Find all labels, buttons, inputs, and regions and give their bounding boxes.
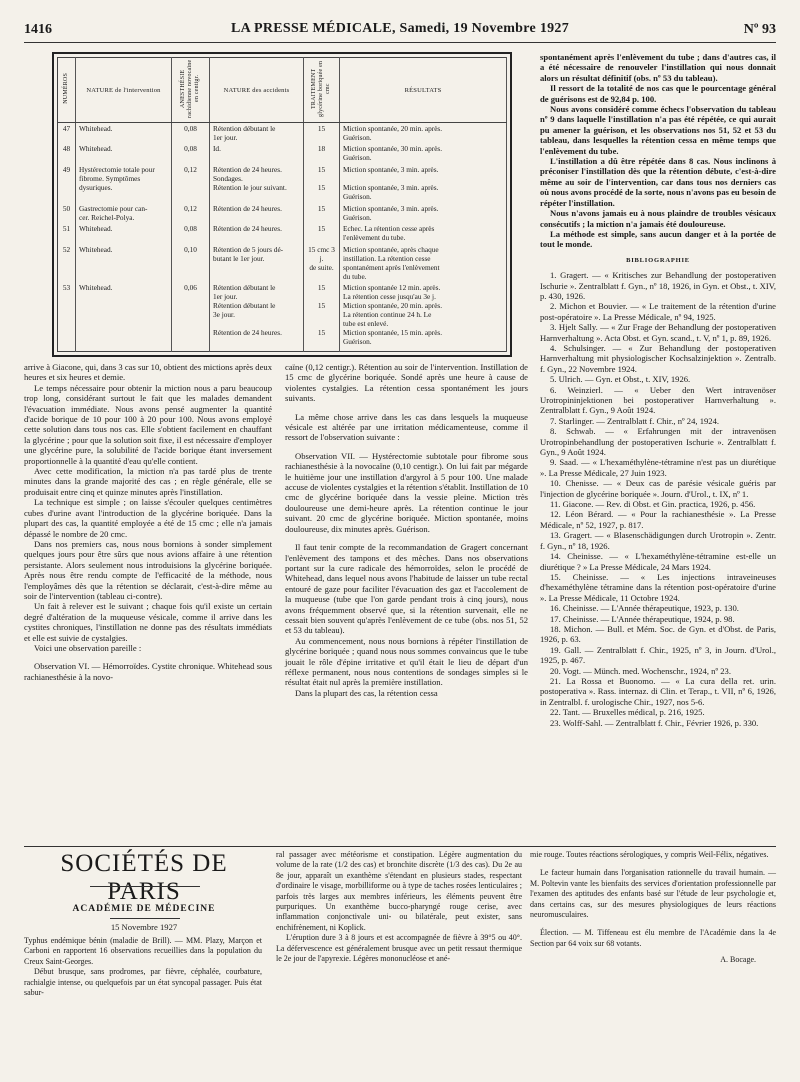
results-table: [52, 52, 512, 357]
paragraph: La méthode est simple, sans aucun danger et à la portée de tout le monde.: [540, 228, 776, 250]
table-body: [58, 123, 507, 352]
cell-traitement: 15: [304, 123, 340, 144]
cell-traitement: 15: [304, 223, 340, 243]
table-row: [58, 203, 507, 223]
section-rule: [24, 846, 776, 847]
article-column-1: [24, 362, 272, 682]
cell-num: 50: [58, 203, 76, 223]
paragraph: Il faut tenir compte de la recommandation de Gragert concernant l'enlèvement des tampons et des mèches. Dans nos observations portant sur la cure radicale des hémorroïdes, selon le procédé de Whitehead, dans lequel nous avons l'habitude de laisser un tube rectal entouré de gaze pour faciliter l'évacuation des gaz et l'accolement de la muqueuse (tube que l'on garde pendant trois à cinq jours), nous avons fréquemment observé que, si la rétention survenait, elle ne cessait bien souvent qu'après l'enlèvement de ce tube (obs. nos 51, 52 et 53 du tableau).: [285, 542, 528, 636]
cell-accidents: Rétention de 24 heures.: [210, 223, 304, 243]
bibliography-item: 11. Giacone. — Rev. di Obst. et Gin. practica, 1926, p. 456.: [550, 499, 756, 510]
cell-results: Miction spontanée, 30 min. après. Guérison.: [340, 143, 507, 163]
paragraph: mie rouge. Toutes réactions sérologiques, y compris Weil-Félix, négatives.: [530, 850, 769, 859]
bibliography-item: 10. Chenisse. — « Deux cas de parésie vésicale guéris par l'injection de glycérine boriquée ». Journ. d'Urol., t. IX, nº 1.: [540, 478, 776, 499]
paragraph: Nous avons considéré comme échecs l'observation du tableau nº 9 dans laquelle l'instillation n'a pas été répétée, ce qui aurait pu amener la guérison, et les observations nos 51, 52 et 53 du tableau, dans lesquelles la rétention cessa en même temps que l'enlèvement du tube.: [540, 104, 776, 156]
observation-paragraph: Observation VII. — Hystérectomie subtotale pour fibrome sous rachianesthésie à la novocaïne (0,10 centigr.). On lui fait par mégarde le huitième jour une instillation d'argyrol à 5 pour 100. Une malade accuse de violentes cystalgies et la rétention s'établit. Instillation de 10 cmc de glycérine boriquée dans la vessie pleine. Miction très douloureuse une demi-heure après. La rétention continue le jour suivant. 20 cmc de glycérine boriquée. Miction spontanée, moins douloureuse, dix minutes après. Guérison.: [285, 450, 528, 534]
col-header-nature: NATURE de l'intervention: [76, 58, 172, 123]
cell-anesth: 0,10: [172, 244, 210, 283]
bibliography-item: 3. Hjelt Sally. — « Zur Frage der Behandlung der postoperativen Harnverhaltung ». Acta Obst. et Gyn. scand., t. V, nº 1, p. 89, 1926.: [540, 322, 776, 343]
bibliography-item: 14. Cheinisse. — « L'hexaméthylène-tétramine est-elle un diurétique ? » La Presse Médicale, 24 Mars 1924.: [540, 551, 776, 572]
cell-anesth: 0,06: [172, 282, 210, 348]
paragraph: Typhus endémique bénin (maladie de Brill). — MM. Plazy, Marçon et Carboni en rapportent 16 observations recueillies dans la population du Creux Saint-Georges.: [24, 936, 262, 966]
article-column-2: [285, 362, 528, 698]
societes-column-2: [276, 850, 522, 964]
paragraph: La technique est simple ; on laisse s'écouler quelques centimètres cubes d'urine avant l'introduction de la glycérine boriquée. Dans la plupart des cas, la quantité employée a été de 15 cmc ; elle n'a jamais dépassé le nombre de 20 cmc.: [24, 497, 272, 539]
table-row: [58, 164, 507, 203]
societes-column-3: [530, 850, 776, 966]
bibliography-item: 13. Gragert. — « Blasenschädigungen durch Urotropin ». Zentr. f. Gyn., nº 18, 1926.: [540, 530, 776, 551]
academy-rule: [110, 918, 180, 919]
col-header-anesth: ANESTHÉSIE rachidienne novocaïne en centigr.: [172, 58, 210, 123]
bibliography-item: 16. Cheinisse. — L'Année thérapeutique, 1923, p. 130.: [550, 603, 739, 614]
paragraph: Dans la plupart des cas, la rétention cessa: [295, 687, 438, 698]
paragraph: Avec cette modification, la miction n'a pas tardé plus de trente minutes dans la grande majorité des cas ; en règle générale, elle se produisait entre cinq et quinze minutes après l'instillation.: [24, 466, 272, 497]
cell-anesth: 0,12: [172, 203, 210, 223]
cell-num: 49: [58, 164, 76, 203]
results-table-grid: [57, 57, 507, 352]
page-header: [24, 20, 776, 42]
cell-nature: Hystérectomie totale pour fibrome. Symptômes dysuriques.: [76, 164, 172, 203]
cell-accidents: Id.: [210, 143, 304, 163]
signature: A. Bocage.: [720, 955, 756, 965]
paragraph: L'éruption dure 3 à 8 jours et est accompagnée de fièvre à 39°5 ou 40°. La défervescence est généralement brusque avec un petit ressaut thermique le 2e jour de l'apyrexie. Légères mononucléose et ané-: [276, 933, 522, 964]
page-number: 1416: [24, 22, 52, 37]
issue-number: Nº 93: [743, 22, 776, 37]
bibliography-item: 9. Saad. — « L'hexaméthylène-tétramine n'est pas un diurétique ». La Presse Médicale, 27 Juin 1923.: [540, 457, 776, 478]
paragraph: Le temps nécessaire pour obtenir la miction nous a paru beaucoup trop long, considérant surtout le fait que les malades demandent l'évacuation immédiate. Nous avons pensé augmenter la quantité d'acide borique de 10 pour 100 à 20 pour 100. Nous avons employé cette solution dans tous nos cas. Elle s'obtient facilement en chauffant la glycérine ; pour que la solution soit fixe, il est nécessaire d'employer une glycérine pure, la solubilité de l'acide borique étant inversement proportionnelle à la quantité d'eau qu'elle contient.: [24, 382, 272, 466]
cell-results: Miction spontanée, 3 min. après. Guérison.: [340, 203, 507, 223]
paragraph: Un fait à relever est le suivant ; chaque fois qu'il existe un certain degré d'altération de la muqueuse vésicale, comme il arrive dans les cystites chroniques, l'instillation ne donne pas des résultats immédiats et elle est suivie de cystalgies.: [24, 601, 272, 643]
article-column-3: [540, 52, 776, 728]
cell-traitement: 18: [304, 143, 340, 163]
col-header-results: RÉSULTATS: [340, 58, 507, 123]
table-row: [58, 282, 507, 348]
paragraph: Au commencement, nous nous bornions à répéter l'instillation de glycérine boriquée ; quand nous nous sommes convaincus que le tube jouait le rôle d'épine irritative et qu'il était le lieu de départ d'un réflexe permanent, nous nous contentions de sondages simples si le résultat était nul après la première instillation.: [285, 635, 528, 688]
cell-nature: Whitehead.: [76, 123, 172, 144]
cell-accidents: Rétention de 24 heures. Sondages. Rétention le jour suivant.: [210, 164, 304, 203]
bibliography-item: 8. Schwab. — « Erfahrungen mit der intravenösen Urotropinbehandlung der postoperativen Ischurie ». Zentralblatt f. Gyn., 9 Août 1924.: [540, 426, 776, 458]
cell-traitement: 15 cmc 3 j. de suite.: [304, 244, 340, 283]
paragraph: ral passager avec météorisme et constipation. Légère augmentation du volume de la rate (1/2 des cas) et bronchite discrète (1/3 des cas). Du 2e au 8e jour, apparaît un exanthème s'étendant en plusieurs stades, respectant d'ordinaire le visage, morbilliforme ou à type de taches rosées lenticulaires ; parfois très larges aux membres inférieurs, les éléments peuvent être purpuriques. Un exanthème bucco-pharyngé rouge cerise, avec inflammation conjonctivale uni- ou bilatérale, peut exister, sans enchifrènement, ni Koplick.: [276, 850, 522, 932]
cell-anesth: 0,08: [172, 223, 210, 243]
bibliography-item: 17. Cheinisse. — L'Année thérapeutique, 1924, p. 98.: [550, 613, 735, 624]
bibliography-item: 22. Tant. — Bruxelles médical, p. 216, 1925.: [550, 707, 705, 718]
academy-heading: ACADÉMIE DE MÉDECINE: [72, 904, 216, 914]
section-title: SOCIÉTÉS DE PARIS: [60, 850, 228, 905]
cell-results: Miction spontanée, 20 min. après. Guérison.: [340, 123, 507, 144]
cell-accidents: Rétention de 5 jours dé- butant le 1er jour.: [210, 244, 304, 283]
bibliography-list: [540, 270, 776, 728]
bibliography-item: 1. Gragert. — « Kritisches zur Behandlung der postoperativen Ischurie ». Zentralblatt f. Gyn., nº 18, 1926, in Gyn. et Obst., t. XIV, p. 430, 1926.: [540, 270, 776, 301]
cell-num: 52: [58, 244, 76, 283]
bibliography-item: 19. Gall. — Zentralblatt f. Chir., 1925, nº 3, in Journ. d'Urol., 1925, p. 467.: [540, 644, 776, 666]
header-rule: [24, 42, 776, 43]
table-row: [58, 244, 507, 283]
bibliography-item: 21. La Rossa et Buonomo. — « La cura della ret. urin. postoperativa ». Rass. internaz. di Clin. et Terap., t. VII, nº 6, 1926, in Zentralbl. f. urologische Chir., 1927, nos 5-6.: [540, 675, 776, 707]
table-row: [58, 123, 507, 144]
bibliography-item: 4. Schulsinger. — « Zur Behandlung der postoperativen Harnverhaltung mit physiologischer Kochsalzinjektion ». Zentralb. f. Gyn., 22 Novembre 1924.: [540, 342, 776, 374]
paragraph: Élection. — M. Tiffeneau est élu membre de l'Académie dans la 4e Section par 64 voix sur 68 votants.: [530, 928, 776, 948]
table-row: [58, 223, 507, 243]
cell-anesth: 0,08: [172, 143, 210, 163]
cell-nature: Whitehead.: [76, 244, 172, 283]
paragraph: Début brusque, sans prodromes, par fièvre, céphalée, courbature, rachialgie intense, ou quelquefois par un état syncopal passager. Puis état sabur-: [24, 967, 262, 998]
paragraph: Il ressort de la totalité de nos cas que le pourcentage général de guérisons est de 92,84 p. 100.: [540, 83, 776, 104]
cell-num: 53: [58, 282, 76, 348]
paragraph: caïne (0,12 centigr.). Rétention au soir de l'intervention. Instillation de 15 cmc de glycérine boriquée. Sondé après une heure à cause de violentes cystalgies. La rétention cessa spontanément les jours suivants.: [285, 362, 528, 404]
journal-title: LA PRESSE MÉDICALE, Samedi, 19 Novembre 1927: [230, 21, 570, 36]
cell-results: Miction spontanée 12 min. après. La rétention cesse jusqu'au 3e j. Miction spontanée, 20 min. après. La rétention continue 24 h. Le tube est enlevé. Miction spontanée, 15 min. après. Guérison.: [340, 282, 507, 348]
paragraph: spontanément après l'enlèvement du tube ; dans d'autres cas, il a été nécessaire de renouveler l'instillation qui nous donnait alors un résultat définitif (obs. nº 53 du tableau).: [540, 52, 776, 83]
cell-accidents: Rétention débutant le 1er jour.: [210, 123, 304, 144]
cell-num: 48: [58, 143, 76, 163]
paragraph: La même chose arrive dans les cas dans lesquels la muqueuse vésicale est altérée par une irritation médicamenteuse, comme il ressort de l'observation suivante :: [285, 411, 528, 443]
cell-accidents: Rétention de 24 heures.: [210, 203, 304, 223]
paragraph: L'instillation a dû être répétée dans 8 cas. Nous inclinons à préconiser l'instillation dès que la rétention débute, c'est-à-dire même au soir de l'intervention, car dans tous nos derniers cas où nous avons procédé de la sorte, nous n'avons pas eu besoin de répéter l'instillation.: [540, 156, 776, 208]
bibliography-item: 15. Cheinisse. — « Les injections intraveineuses d'hexaméthylène tétramine dans la rétention post-opératoire d'urine ». La Presse Médicale, 11 Octobre 1924.: [540, 571, 776, 603]
cell-anesth: 0,08: [172, 123, 210, 144]
cell-anesth: 0,12: [172, 164, 210, 203]
col-header-traitement: TRAITEMENT glycérine boriquée en cmc: [304, 58, 340, 123]
cell-results: Echec. La rétention cesse après l'enlèvement du tube.: [340, 223, 507, 243]
title-rule: [90, 886, 200, 887]
bibliography-item: 20. Vogt. — Münch. med. Wochenschr., 1924, nº 23.: [550, 665, 731, 676]
paragraph: Dans nos premiers cas, nous nous bornions à sonder simplement quelques jours pour être sûrs que nous avions affaire à une rétention persistante. Alors seulement nous introduisions la glycérine boriquée. Après nous être rendu compte de l'efficacité de la méthode, nous l'employâmes dès que la rétention se déclarait, c'est-à-dire même au soir de l'intervention (tableau ci-contre).: [24, 538, 272, 601]
cell-results: Miction spontanée, 3 min. après. Miction spontanée, 3 min. après. Guérison.: [340, 164, 507, 203]
cell-results: Miction spontanée, après chaque instillation. La rétention cesse spontanément après l'enlèvement du tube.: [340, 244, 507, 283]
cell-nature: Whitehead.: [76, 223, 172, 243]
session-date: 15 Novembre 1927: [110, 922, 178, 932]
bibliography-item: 6. Weinzierl. — « Ueber den Wert intravenöser Urotropininjektionen bei postoperativer Harnverhaltung ». Zentralblatt f. Gyn., 9 Août 1924.: [540, 384, 776, 416]
bibliography-item: 5. Ulrich. — Gyn. et Obst., t. XIV, 1926.: [550, 374, 691, 385]
societes-column-1: [24, 936, 262, 998]
bibliography-item: 12. Léon Bérard. — « Pour la rachianesthésie ». La Presse Médicale, nº 52, 1927, p. 817.: [540, 509, 776, 530]
cell-traitement: 15 15 15: [304, 282, 340, 348]
cell-nature: Gastrectomie pour can- cer. Reichel-Polya.: [76, 203, 172, 223]
cell-num: 47: [58, 123, 76, 144]
bibliography-heading: BIBLIOGRAPHIE: [626, 256, 690, 264]
paragraph: Nous n'avons jamais eu à nous plaindre de troubles vésicaux consécutifs ; la miction n'a jamais été douloureuse.: [540, 208, 776, 229]
col-header-accidents: NATURE des accidents: [210, 58, 304, 123]
paragraph: Voici une observation pareille :: [34, 642, 142, 653]
bibliography-item: 2. Michon et Bouvier. — « Le traitement de la rétention d'urine post-opératoire ». La Presse Médicale, nº 94, 1925.: [540, 301, 776, 322]
cell-traitement: 15 15: [304, 164, 340, 203]
paragraph: arrive à Giacone, qui, dans 3 cas sur 10, obtient des mictions après deux heures et six heures et demie.: [24, 362, 272, 383]
cell-accidents: Rétention débutant le 1er jour. Rétention débutant le 3e jour. Rétention de 24 heures.: [210, 282, 304, 348]
cell-traitement: 15: [304, 203, 340, 223]
paragraph: Le facteur humain dans l'organisation rationnelle du travail humain. — M. Poltevin vante les bienfaits des services d'orientation professionnelle par l'examen des aptitudes des enfants basé sur l'étude de leur psychologie et, dans certains cas, sur des mesures physiologiques de leurs réactions neuromusculaires.: [530, 868, 776, 920]
cell-nature: Whitehead.: [76, 143, 172, 163]
bibliography-item: 7. Starlinger. — Zentralblatt f. Chir., nº 24, 1924.: [550, 415, 720, 426]
cell-num: 51: [58, 223, 76, 243]
table-row: [58, 143, 507, 163]
cell-nature: Whitehead.: [76, 282, 172, 348]
col-header-num: NUMÉROS: [58, 58, 76, 123]
table-filler-row: [58, 349, 507, 352]
bibliography-item: 23. Wolff-Sahl. — Zentralblatt f. Chir., Février 1926, p. 330.: [550, 717, 759, 728]
observation-paragraph: Observation VI. — Hémorroïdes. Cystite chronique. Whitehead sous rachianesthésie à la novo-: [24, 661, 272, 682]
bibliography-item: 18. Michon. — Bull. et Mém. Soc. de Gyn. et d'Obst. de Paris, 1926, p. 63.: [540, 623, 776, 645]
